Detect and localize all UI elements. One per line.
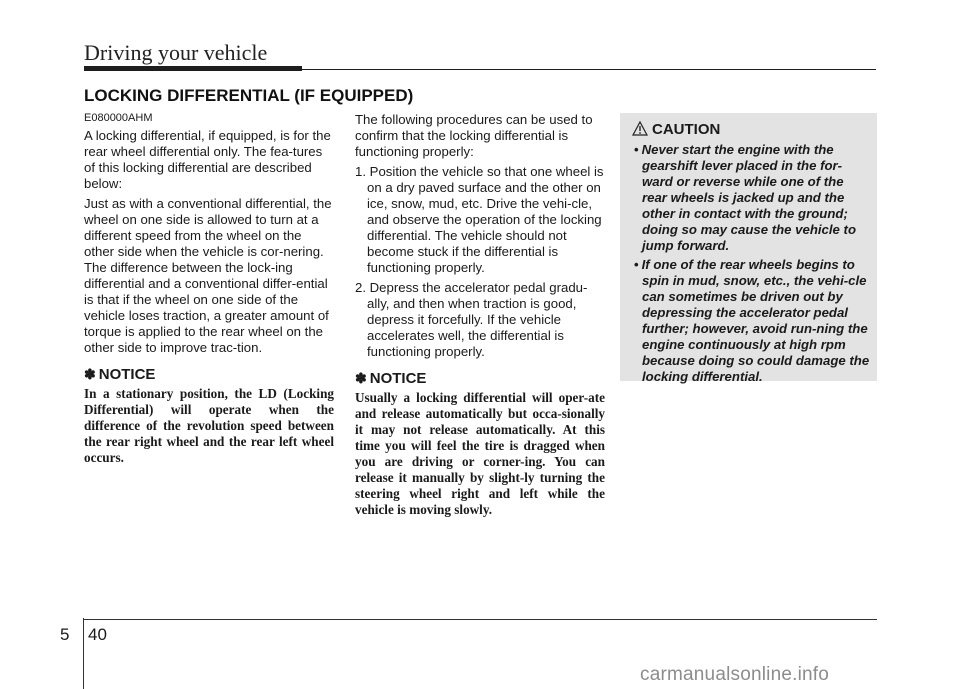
- notice-text: In a stationary position, the LD (Locking Differential) will operate when the difference of the revolution speed between the rear right wheel and the rear left wheel occurs.: [84, 386, 334, 465]
- caution-box: [620, 113, 877, 384]
- procedure-intro: The following procedures can be used to confirm that the locking differential is functioning properly:: [355, 112, 593, 159]
- description-paragraph: Just as with a conventional differential, the wheel on one side is allowed to turn at a different speed from the wheel on the other side when the vehicle is cor-nering. The difference between the lock-ing differential and a conventional differ-ential is that if the wheel on one side of the vehicle loses traction, a greater amount of torque is applied to the rear wheel on the other side to improve trac-tion.: [84, 196, 332, 355]
- section-code: E080000AHM: [84, 112, 153, 124]
- footer-rule-vertical: [83, 618, 84, 689]
- site-watermark: carmanualsonline.info: [640, 664, 830, 685]
- left-column: [84, 112, 334, 466]
- caution-heading: [632, 121, 720, 138]
- page-header-title: Driving your vehicle: [84, 40, 268, 65]
- notice-mark-icon: ✽: [355, 370, 367, 386]
- notice-label: NOTICE: [369, 370, 427, 387]
- caution-list: [630, 142, 870, 388]
- notice-label: NOTICE: [98, 366, 156, 383]
- intro-paragraph: A locking differential, if equipped, is for the rear wheel differential only. The fea-tures of this locking differential are described below:: [84, 128, 331, 191]
- warning-triangle-icon: [632, 121, 648, 136]
- notice-heading: [355, 370, 605, 387]
- section-title: LOCKING DIFFERENTIAL (IF EQUIPPED): [84, 86, 414, 105]
- caution-label: CAUTION: [652, 121, 721, 138]
- notice-text: Usually a locking differential will oper-ate and release automatically but occa-sionally it may not release automatically. At this time you will feel the tire is dragged when you are driving or corner-ing. You can release it manually by slight-ly turning the steering wheel right and left while the vehicle is moving slowly.: [355, 390, 605, 517]
- caution-item: • If one of the rear wheels begins to spin in mud, snow, etc., the vehi-cle can sometimes be driven out by depressing the accelerator pedal further; however, avoid run-ning the engine continuously at high rpm because doing so could damage the locking differential.: [634, 257, 870, 384]
- procedure-step: 2. Depress the accelerator pedal gradu-ally, and then when traction is good, depress it forcefully. If the vehicle accelerates well, the differential is functioning properly.: [355, 280, 588, 359]
- middle-column: [355, 112, 605, 518]
- header-rule-thin: [302, 69, 876, 70]
- notice-mark-icon: ✽: [84, 366, 96, 382]
- page-number: 40: [88, 625, 107, 644]
- caution-item: • Never start the engine with the gearshift lever placed in the for-ward or reverse while one of the rear wheels is jacked up and the other in contact with the ground; doing so may cause the vehicle to jump forward.: [634, 142, 856, 253]
- procedure-steps: [355, 164, 605, 360]
- procedure-step: 1. Position the vehicle so that one wheel is on a dry paved surface and the other on ice, snow, mud, etc. Drive the vehi-cle, and observe the operation of the locking differential. The vehicle should not become stuck if the differential is functioning properly.: [355, 164, 604, 275]
- notice-heading: [84, 366, 334, 383]
- footer-rule-horizontal: [83, 619, 877, 620]
- chapter-number: 5: [60, 625, 70, 644]
- header-rule-thick: [84, 66, 302, 71]
